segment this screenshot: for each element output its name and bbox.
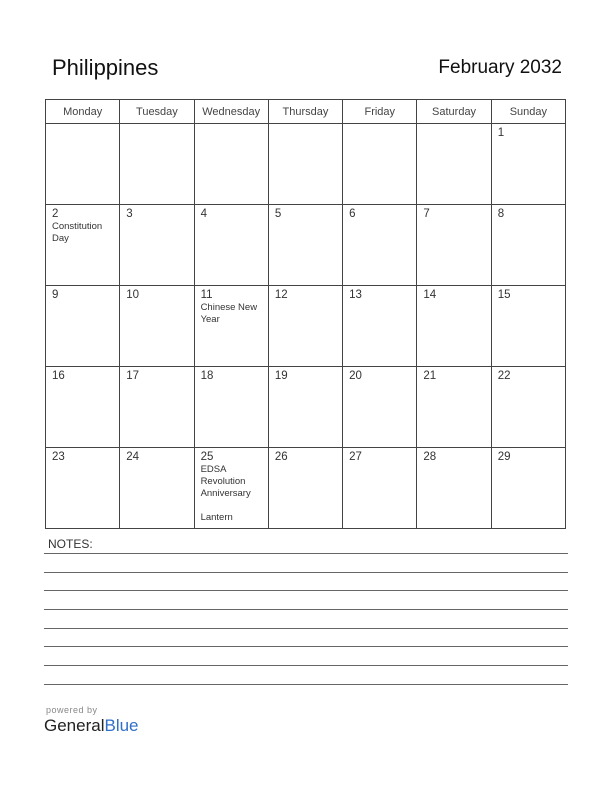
day-cell	[417, 124, 491, 205]
day-number: 22	[497, 370, 511, 382]
notes-label: NOTES:	[48, 537, 93, 551]
day-cell	[194, 448, 268, 529]
brand-general-text: General	[44, 716, 105, 735]
day-cell	[491, 448, 565, 529]
weekday-header: Sunday	[491, 100, 565, 124]
note-line	[44, 684, 568, 685]
day-cell	[120, 124, 194, 205]
brand-blue-text: Blue	[104, 716, 139, 735]
day-cell	[268, 124, 342, 205]
day-number: 21	[423, 370, 437, 382]
day-number: 14	[423, 289, 437, 301]
country-title: Philippines	[52, 55, 159, 80]
day-cell	[46, 205, 120, 286]
day-cell	[491, 124, 565, 205]
day-number: 1	[497, 127, 505, 139]
holiday-label: EDSA Revolution Anniversary	[200, 464, 251, 499]
day-number: 10	[126, 289, 140, 301]
note-line	[44, 553, 568, 554]
day-number: 7	[423, 208, 430, 220]
day-number: 13	[349, 289, 362, 301]
day-number: 9	[52, 289, 59, 301]
day-cell	[417, 286, 491, 367]
note-line	[44, 628, 568, 629]
day-cell	[120, 448, 194, 529]
week-row	[46, 124, 566, 205]
day-cell	[268, 448, 342, 529]
holiday-label: Chinese New Year	[200, 302, 258, 325]
day-cell	[343, 367, 417, 448]
day-cell	[343, 286, 417, 367]
week-row	[46, 367, 566, 448]
calendar-grid	[45, 99, 566, 529]
day-number: 24	[126, 451, 140, 463]
note-line	[44, 646, 568, 647]
day-cell	[46, 448, 120, 529]
weekday-header-row	[46, 100, 566, 124]
day-cell	[120, 205, 194, 286]
day-number: 23	[52, 451, 65, 463]
day-number: 29	[497, 451, 511, 463]
day-number: 5	[274, 208, 282, 220]
brand-logo	[44, 716, 139, 736]
day-number: 17	[126, 370, 140, 382]
day-cell	[491, 286, 565, 367]
day-number: 28	[423, 451, 437, 463]
day-number: 15	[497, 289, 511, 301]
day-cell	[194, 367, 268, 448]
day-cell	[46, 124, 120, 205]
day-number: 19	[274, 370, 288, 382]
day-number: 8	[497, 208, 505, 220]
day-cell	[194, 286, 268, 367]
day-cell	[268, 205, 342, 286]
day-number: 20	[349, 370, 362, 382]
day-cell	[194, 124, 268, 205]
day-cell	[491, 205, 565, 286]
holiday-label: Lantern	[200, 512, 233, 523]
day-cell	[268, 367, 342, 448]
holiday-label: Constitution Day	[52, 221, 103, 244]
day-number: 11	[200, 289, 213, 301]
weekday-header: Tuesday	[120, 100, 194, 124]
day-cell	[491, 367, 565, 448]
day-number: 18	[200, 370, 214, 382]
day-number: 4	[200, 208, 207, 220]
weekday-header: Monday	[46, 100, 120, 124]
weekday-header: Thursday	[268, 100, 342, 124]
weekday-header: Friday	[343, 100, 417, 124]
day-number: 2	[52, 208, 59, 220]
day-cell	[417, 205, 491, 286]
day-number: 6	[349, 208, 356, 220]
day-cell	[343, 205, 417, 286]
day-cell	[46, 367, 120, 448]
day-cell	[343, 448, 417, 529]
day-number: 12	[274, 289, 288, 301]
day-number: 3	[126, 208, 133, 220]
week-row	[46, 286, 566, 367]
day-cell	[46, 286, 120, 367]
day-cell	[417, 448, 491, 529]
day-cell	[343, 124, 417, 205]
day-number: 27	[349, 451, 362, 463]
day-cell	[194, 205, 268, 286]
week-row	[46, 448, 566, 529]
day-number: 16	[52, 370, 65, 382]
day-number: 25	[200, 451, 214, 463]
note-line	[44, 665, 568, 666]
weekday-header: Wednesday	[194, 100, 268, 124]
note-line	[44, 590, 568, 591]
month-year-title: February 2032	[438, 57, 562, 78]
day-cell	[120, 286, 194, 367]
weekday-header: Saturday	[417, 100, 491, 124]
day-number: 26	[274, 451, 288, 463]
week-row	[46, 205, 566, 286]
day-cell	[120, 367, 194, 448]
note-line	[44, 609, 568, 610]
note-line	[44, 572, 568, 573]
day-cell	[417, 367, 491, 448]
day-cell	[268, 286, 342, 367]
powered-by-text: powered by	[46, 705, 98, 715]
